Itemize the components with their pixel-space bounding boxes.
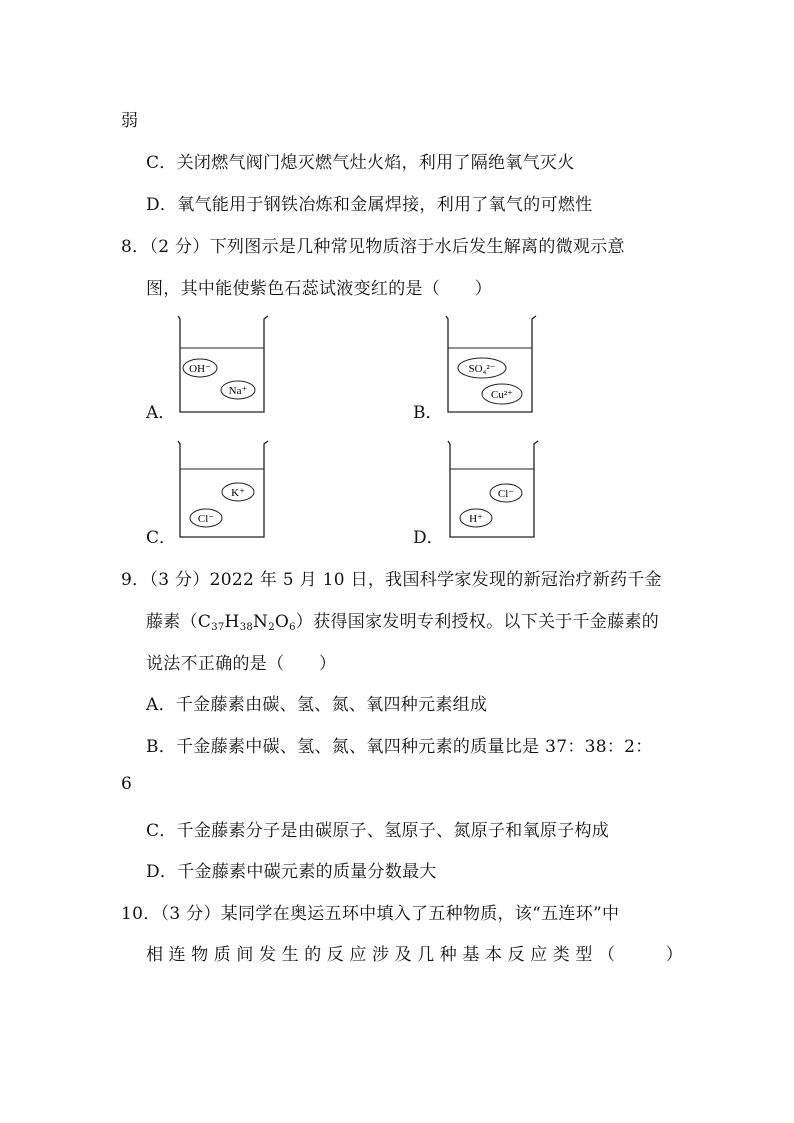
- beaker-a-ion1: OH⁻: [189, 363, 211, 375]
- q9-stem-line2: [146, 607, 659, 633]
- beaker-c-ion1: K⁺: [231, 487, 245, 499]
- q7-option-c: C．关闭燃气阀门熄灭燃气灶火焰，利用了隔绝氧气灭火: [146, 153, 575, 173]
- q9-stem-line3: 说法不正确的是（ ）: [146, 654, 337, 674]
- q8-stem-line2: 图，其中能使紫色石蕊试液变红的是（ ）: [146, 279, 492, 299]
- q7-text-continuation: 弱: [121, 111, 139, 131]
- beaker-c-diagram: [176, 437, 270, 541]
- beaker-a-ion2: Na⁺: [228, 385, 248, 397]
- q9-option-b: B．千金藤素中碳、氢、氮、氧四种元素的质量比是 37：38：2：: [146, 737, 653, 757]
- beaker-d-ion1: Cl⁻: [497, 488, 515, 500]
- beaker-d-ion2: H⁺: [469, 513, 483, 525]
- q9-formula: $C_{37}H_{38}N_2O_6$: [197, 612, 296, 633]
- beaker-d-diagram: [446, 437, 540, 541]
- beaker-b-diagram: [444, 312, 538, 416]
- beaker-a-diagram: [176, 312, 270, 416]
- q8-option-a-label: A．: [146, 403, 176, 423]
- q10-stem-line2: 相连物质间发生的反应涉及几种基本反应类型（ ）: [146, 945, 689, 965]
- beaker-b-ion2: Cu²⁺: [491, 389, 513, 401]
- beaker-b-ion1: SO₄²⁻: [468, 363, 496, 375]
- q9-option-d: D．千金藤素中碳元素的质量分数最大: [146, 862, 437, 882]
- q9-option-a: A．千金藤素由碳、氢、氮、氧四种元素组成: [146, 695, 488, 715]
- beaker-c-ion2: Cl⁻: [197, 513, 215, 525]
- q9-stem-line1: 9．（3 分）2022 年 5 月 10 日，我国科学家发现的新冠治疗新药千金: [121, 570, 662, 590]
- q9-stem-post: ）获得国家发明专利授权。以下关于千金藤素的: [295, 612, 660, 632]
- q8-stem-line1: 8．（2 分）下列图示是几种常见物质溶于水后发生解离的微观示意: [121, 237, 625, 257]
- q9-option-c: C．千金藤素分子是由碳原子、氢原子、氮原子和氧原子构成: [146, 821, 610, 841]
- q8-option-b-label: B．: [413, 403, 443, 423]
- q8-option-c-label: C．: [146, 528, 177, 548]
- q9-stem-pre: 藤素（: [146, 612, 198, 632]
- q10-stem-line1: 10．（3 分）某同学在奥运五环中填入了五种物质，该“五连环”中: [121, 904, 620, 924]
- q8-option-d-label: D．: [413, 528, 444, 548]
- q9-option-b-continuation: 6: [121, 774, 133, 794]
- q7-option-d: D．氧气能用于钢铁冶炼和金属焊接，利用了氧气的可燃性: [146, 195, 593, 215]
